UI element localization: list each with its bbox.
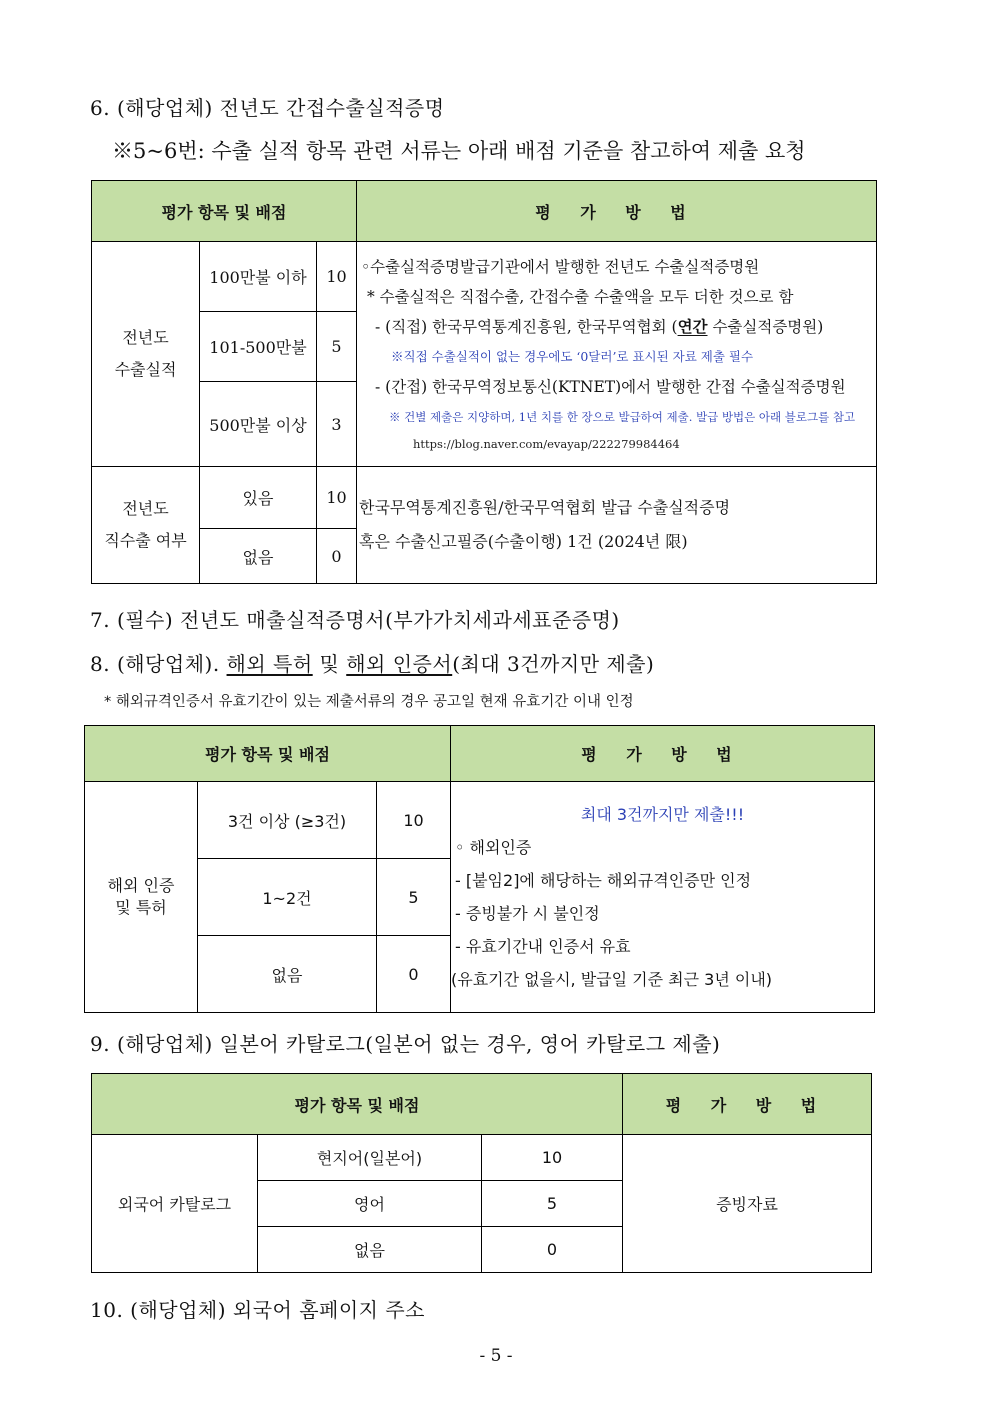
direct-export-label — [92, 467, 200, 584]
certification-method — [451, 782, 875, 1013]
score-item: 1~2건 — [198, 859, 377, 936]
score-value: 5 — [377, 859, 451, 936]
score-item: 없음 — [198, 936, 377, 1013]
method-line: ◦ 해외인증 — [455, 838, 532, 857]
export-performance-method — [357, 242, 877, 467]
score-item: 없음 — [258, 1227, 482, 1273]
title-text: 및 — [312, 652, 347, 676]
label-line: 및 특허 — [115, 898, 167, 917]
title-text: 8. (해당업체). — [90, 652, 227, 676]
method-text: - (직접) 한국무역통계진흥원, 한국무역협회 ( — [375, 318, 678, 336]
table-header-criteria: 평가 항목 및 배점 — [92, 1074, 623, 1135]
score-value: 0 — [377, 936, 451, 1013]
label-line: 직수출 여부 — [104, 531, 187, 550]
score-value: 3 — [317, 382, 357, 467]
catalog-method: 증빙자료 — [623, 1135, 872, 1273]
method-line: * 수출실적은 직접수출, 간접수출 수출액을 모두 더한 것으로 함 — [367, 288, 794, 306]
score-item: 100만불 이하 — [200, 242, 317, 312]
section-8-title — [90, 648, 654, 677]
score-value: 0 — [482, 1227, 623, 1273]
label-line: 전년도 — [122, 328, 169, 347]
table-header-criteria: 평가 항목 및 배점 — [92, 181, 357, 242]
section-10-title: 10. (해당업체) 외국어 홈페이지 주소 — [90, 1298, 426, 1322]
score-item: 있음 — [200, 467, 317, 529]
blog-link[interactable]: https://blog.naver.com/evayap/222279984464 — [413, 437, 680, 451]
table-header-method: 평 가 방 법 — [623, 1074, 872, 1135]
table-header-criteria: 평가 항목 및 배점 — [85, 726, 451, 782]
catalog-label: 외국어 카탈로그 — [92, 1135, 258, 1273]
section-8-note: * 해외규격인증서 유효기간이 있는 제출서류의 경우 공고일 현재 유효기간 이내 인정 — [104, 694, 634, 710]
score-value: 10 — [317, 467, 357, 529]
score-item: 3건 이상 (≥3건) — [198, 782, 377, 859]
method-line: 한국무역통계진흥원/한국무역협회 발급 수출실적증명 — [359, 498, 731, 517]
page-number: - 5 - — [479, 1346, 513, 1366]
export-performance-label — [92, 242, 200, 467]
score-value: 10 — [317, 242, 357, 312]
score-item: 101-500만불 — [200, 312, 317, 382]
method-line: (유효기간 없을시, 발급일 기준 최근 3년 이내) — [451, 970, 773, 989]
score-value: 10 — [377, 782, 451, 859]
table-header-method: 평 가 방 법 — [357, 181, 877, 242]
catalog-table — [91, 1073, 872, 1273]
annual-emphasis: 연간 — [677, 317, 708, 336]
max-three-notice: 최대 3건까지만 제출!!! — [580, 805, 745, 824]
section-9-title: 9. (해당업체) 일본어 카탈로그(일본어 없는 경우, 영어 카탈로그 제출) — [90, 1032, 721, 1056]
section-7-title: 7. (필수) 전년도 매출실적증명서(부가가치세과세표준증명) — [90, 608, 620, 632]
label-line: 전년도 — [122, 499, 169, 518]
export-performance-table — [91, 180, 877, 584]
table-header-method: 평 가 방 법 — [451, 726, 875, 782]
method-text: 수출실적증명원) — [707, 318, 824, 336]
score-value: 5 — [317, 312, 357, 382]
score-item: 없음 — [200, 529, 317, 584]
method-line: - 유효기간내 인증서 유효 — [455, 937, 631, 956]
score-value: 10 — [482, 1135, 623, 1181]
score-value: 5 — [482, 1181, 623, 1227]
label-line: 해외 인증 — [107, 876, 175, 895]
overseas-certificate-underline: 해외 인증서 — [346, 652, 453, 676]
score-item: 현지어(일본어) — [258, 1135, 482, 1181]
certification-label — [85, 782, 198, 1013]
overseas-patent-underline: 해외 특허 — [226, 652, 313, 676]
method-line — [361, 312, 876, 342]
score-value: 0 — [317, 529, 357, 584]
method-line: - 증빙불가 시 불인정 — [455, 904, 600, 923]
label-line: 수출실적 — [114, 360, 177, 379]
score-item: 영어 — [258, 1181, 482, 1227]
method-line: - (간접) 한국무역정보통신(KTNET)에서 발행한 간접 수출실적증명원 — [375, 378, 846, 396]
method-note: ※직접 수출실적이 없는 경우에도 ‘0달러’로 표시된 자료 제출 필수 — [391, 349, 754, 364]
method-line: 혹은 수출신고필증(수출이행) 1건 (2024년 限) — [359, 532, 688, 551]
score-item: 500만불 이상 — [200, 382, 317, 467]
section-6-note: ※5~6번: 수출 실적 항목 관련 서류는 아래 배점 기준을 참고하여 제출 요청 — [112, 139, 806, 163]
direct-export-method — [357, 467, 877, 584]
section-6-title: 6. (해당업체) 전년도 간접수출실적증명 — [90, 96, 445, 120]
method-line: ◦수출실적증명발급기관에서 발행한 전년도 수출실적증명원 — [361, 258, 760, 276]
certification-table — [84, 725, 875, 1013]
method-note: ※ 건별 제출은 지양하며, 1년 치를 한 장으로 발급하여 제출. 발급 방법은 아래 블로그를 참고 — [389, 410, 856, 424]
method-line: - [붙임2]에 해당하는 해외규격인증만 인정 — [455, 871, 752, 890]
title-text: (최대 3건까지만 제출) — [452, 652, 655, 676]
